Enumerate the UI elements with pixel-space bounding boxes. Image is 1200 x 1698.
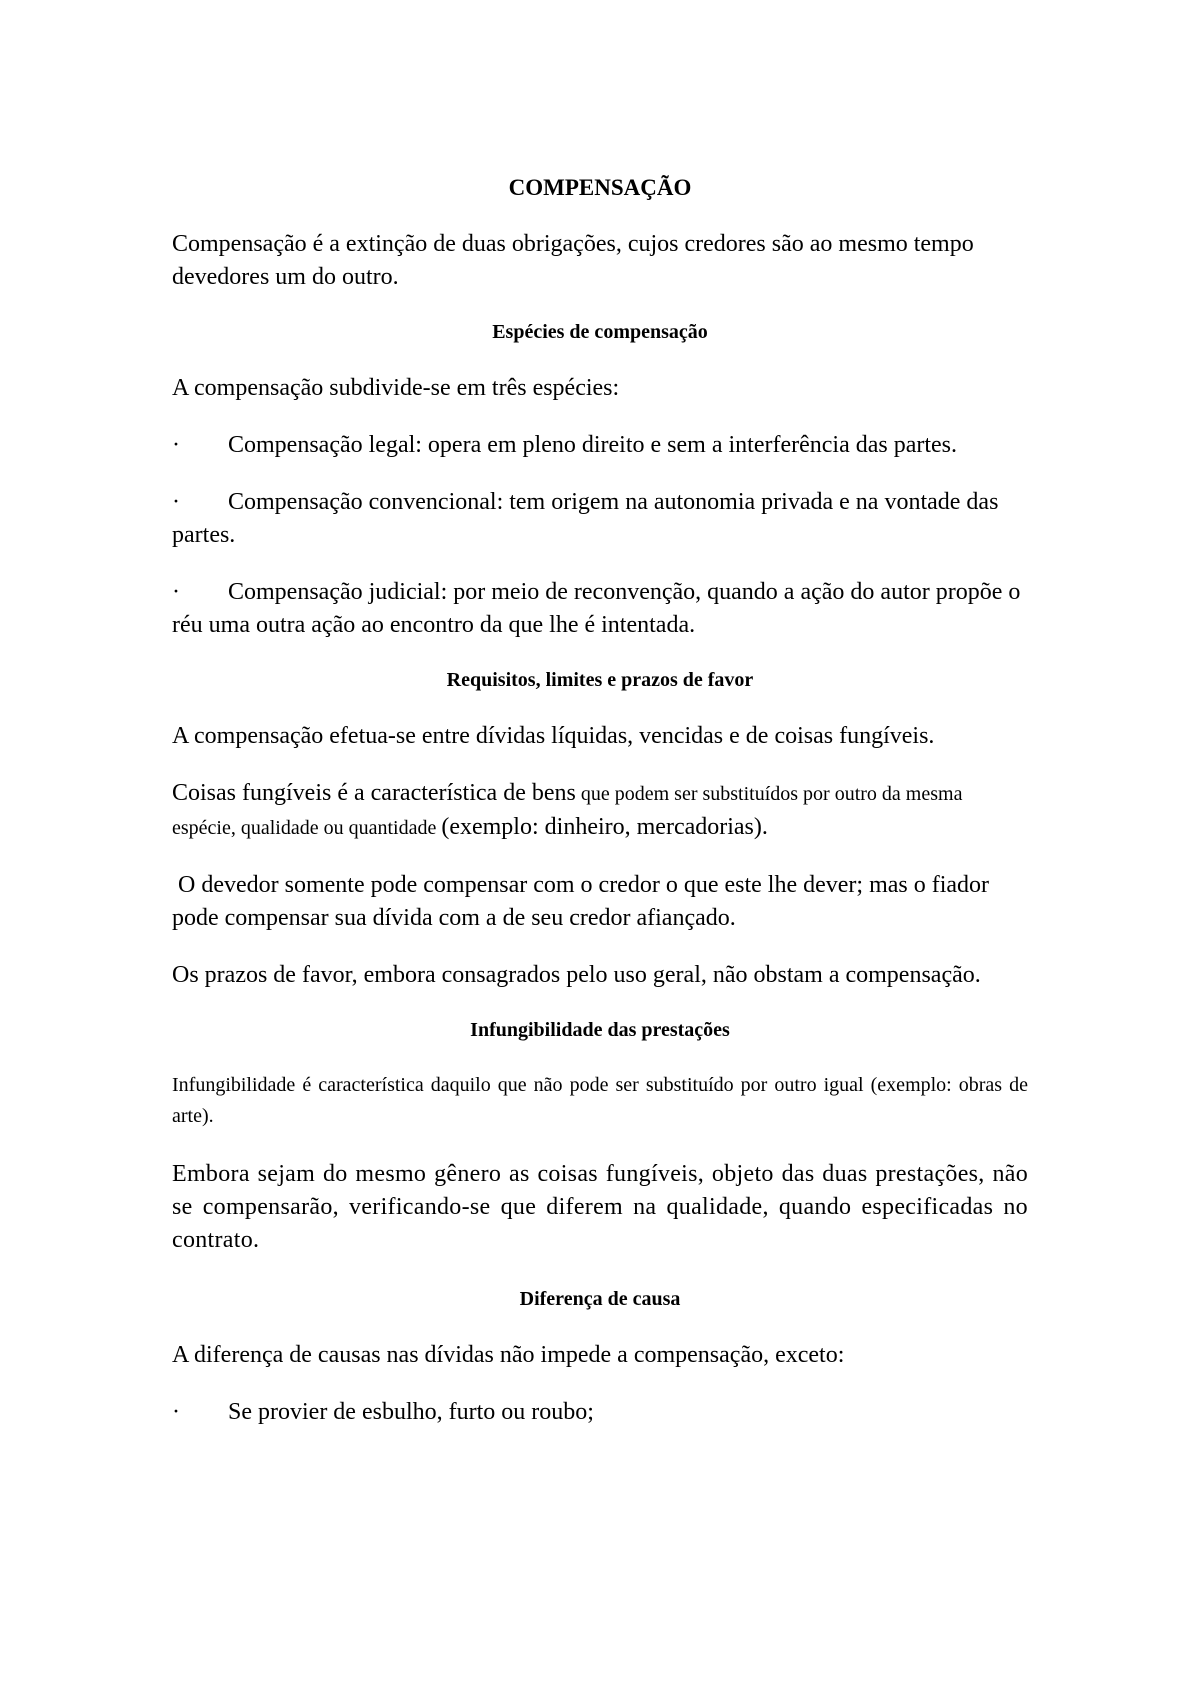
especies-lead: A compensação subdivide-se em três espécies: [172,375,620,401]
list-item-text: Se provier de esbulho, furto ou roubo; [228,1399,594,1425]
section-heading-infungibilidade: Infungibilidade das prestações [470,1019,730,1041]
requisitos-paragraph-2 [172,777,1028,845]
document-content [172,172,1028,1453]
document-title: COMPENSAÇÃO [508,175,692,200]
bullet-icon: · [172,579,180,605]
requisitos-paragraph-4: Os prazos de favor, embora consagrados pelo uso geral, não obstam a compensação. [172,962,981,988]
section-heading-diferenca-causa: Diferença de causa [519,1288,681,1310]
diferenca-causa-lead: A diferença de causas nas dívidas não impede a compensação, exceto: [172,1342,845,1368]
bullet-icon: · [172,489,180,515]
intro-paragraph: Compensação é a extinção de duas obrigações, cujos credores são ao mesmo tempo devedores um do outro. [172,231,974,290]
bullet-icon: · [172,1399,180,1425]
fungiveis-definition-example: (exemplo: dinheiro, mercadorias). [441,814,768,840]
bullet-icon: · [172,432,180,458]
list-item [172,1396,1028,1429]
list-item-text: Compensação judicial: por meio de reconvenção, quando a ação do autor propõe o réu uma outra ação ao encontro da que lhe é intentada. [172,579,1021,638]
list-item [172,429,1028,462]
fungiveis-definition-start: Coisas fungíveis é a característica de bens [172,780,576,806]
requisitos-paragraph-1: A compensação efetua-se entre dívidas líquidas, vencidas e de coisas fungíveis. [172,723,935,749]
list-item [172,576,1028,642]
section-heading-requisitos: Requisitos, limites e prazos de favor [446,669,754,691]
fungiveis-definition-middle: que podem ser substituídos por outro da mesma espécie, qualidade ou quantidade [172,783,963,839]
list-item-text: Compensação convencional: tem origem na autonomia privada e na vontade das partes. [172,489,999,548]
infungibilidade-paragraph-2: Embora sejam do mesmo gênero as coisas fungíveis, objeto das duas prestações, não se compensarão, verificando-se que diferem na qualidade, quando especificadas no contrato. [172,1161,1028,1253]
requisitos-paragraph-3: O devedor somente pode compensar com o credor o que este lhe dever; mas o fiador pode compensar sua dívida com a de seu credor afiançado. [172,872,996,931]
infungibilidade-paragraph-1: Infungibilidade é característica daquilo que não pode ser substituído por outro igual (exemplo: obras de arte). [172,1074,1028,1127]
section-heading-especies: Espécies de compensação [492,321,708,343]
list-item [172,486,1028,552]
list-item-text: Compensação legal: opera em pleno direito e sem a interferência das partes. [228,432,958,458]
